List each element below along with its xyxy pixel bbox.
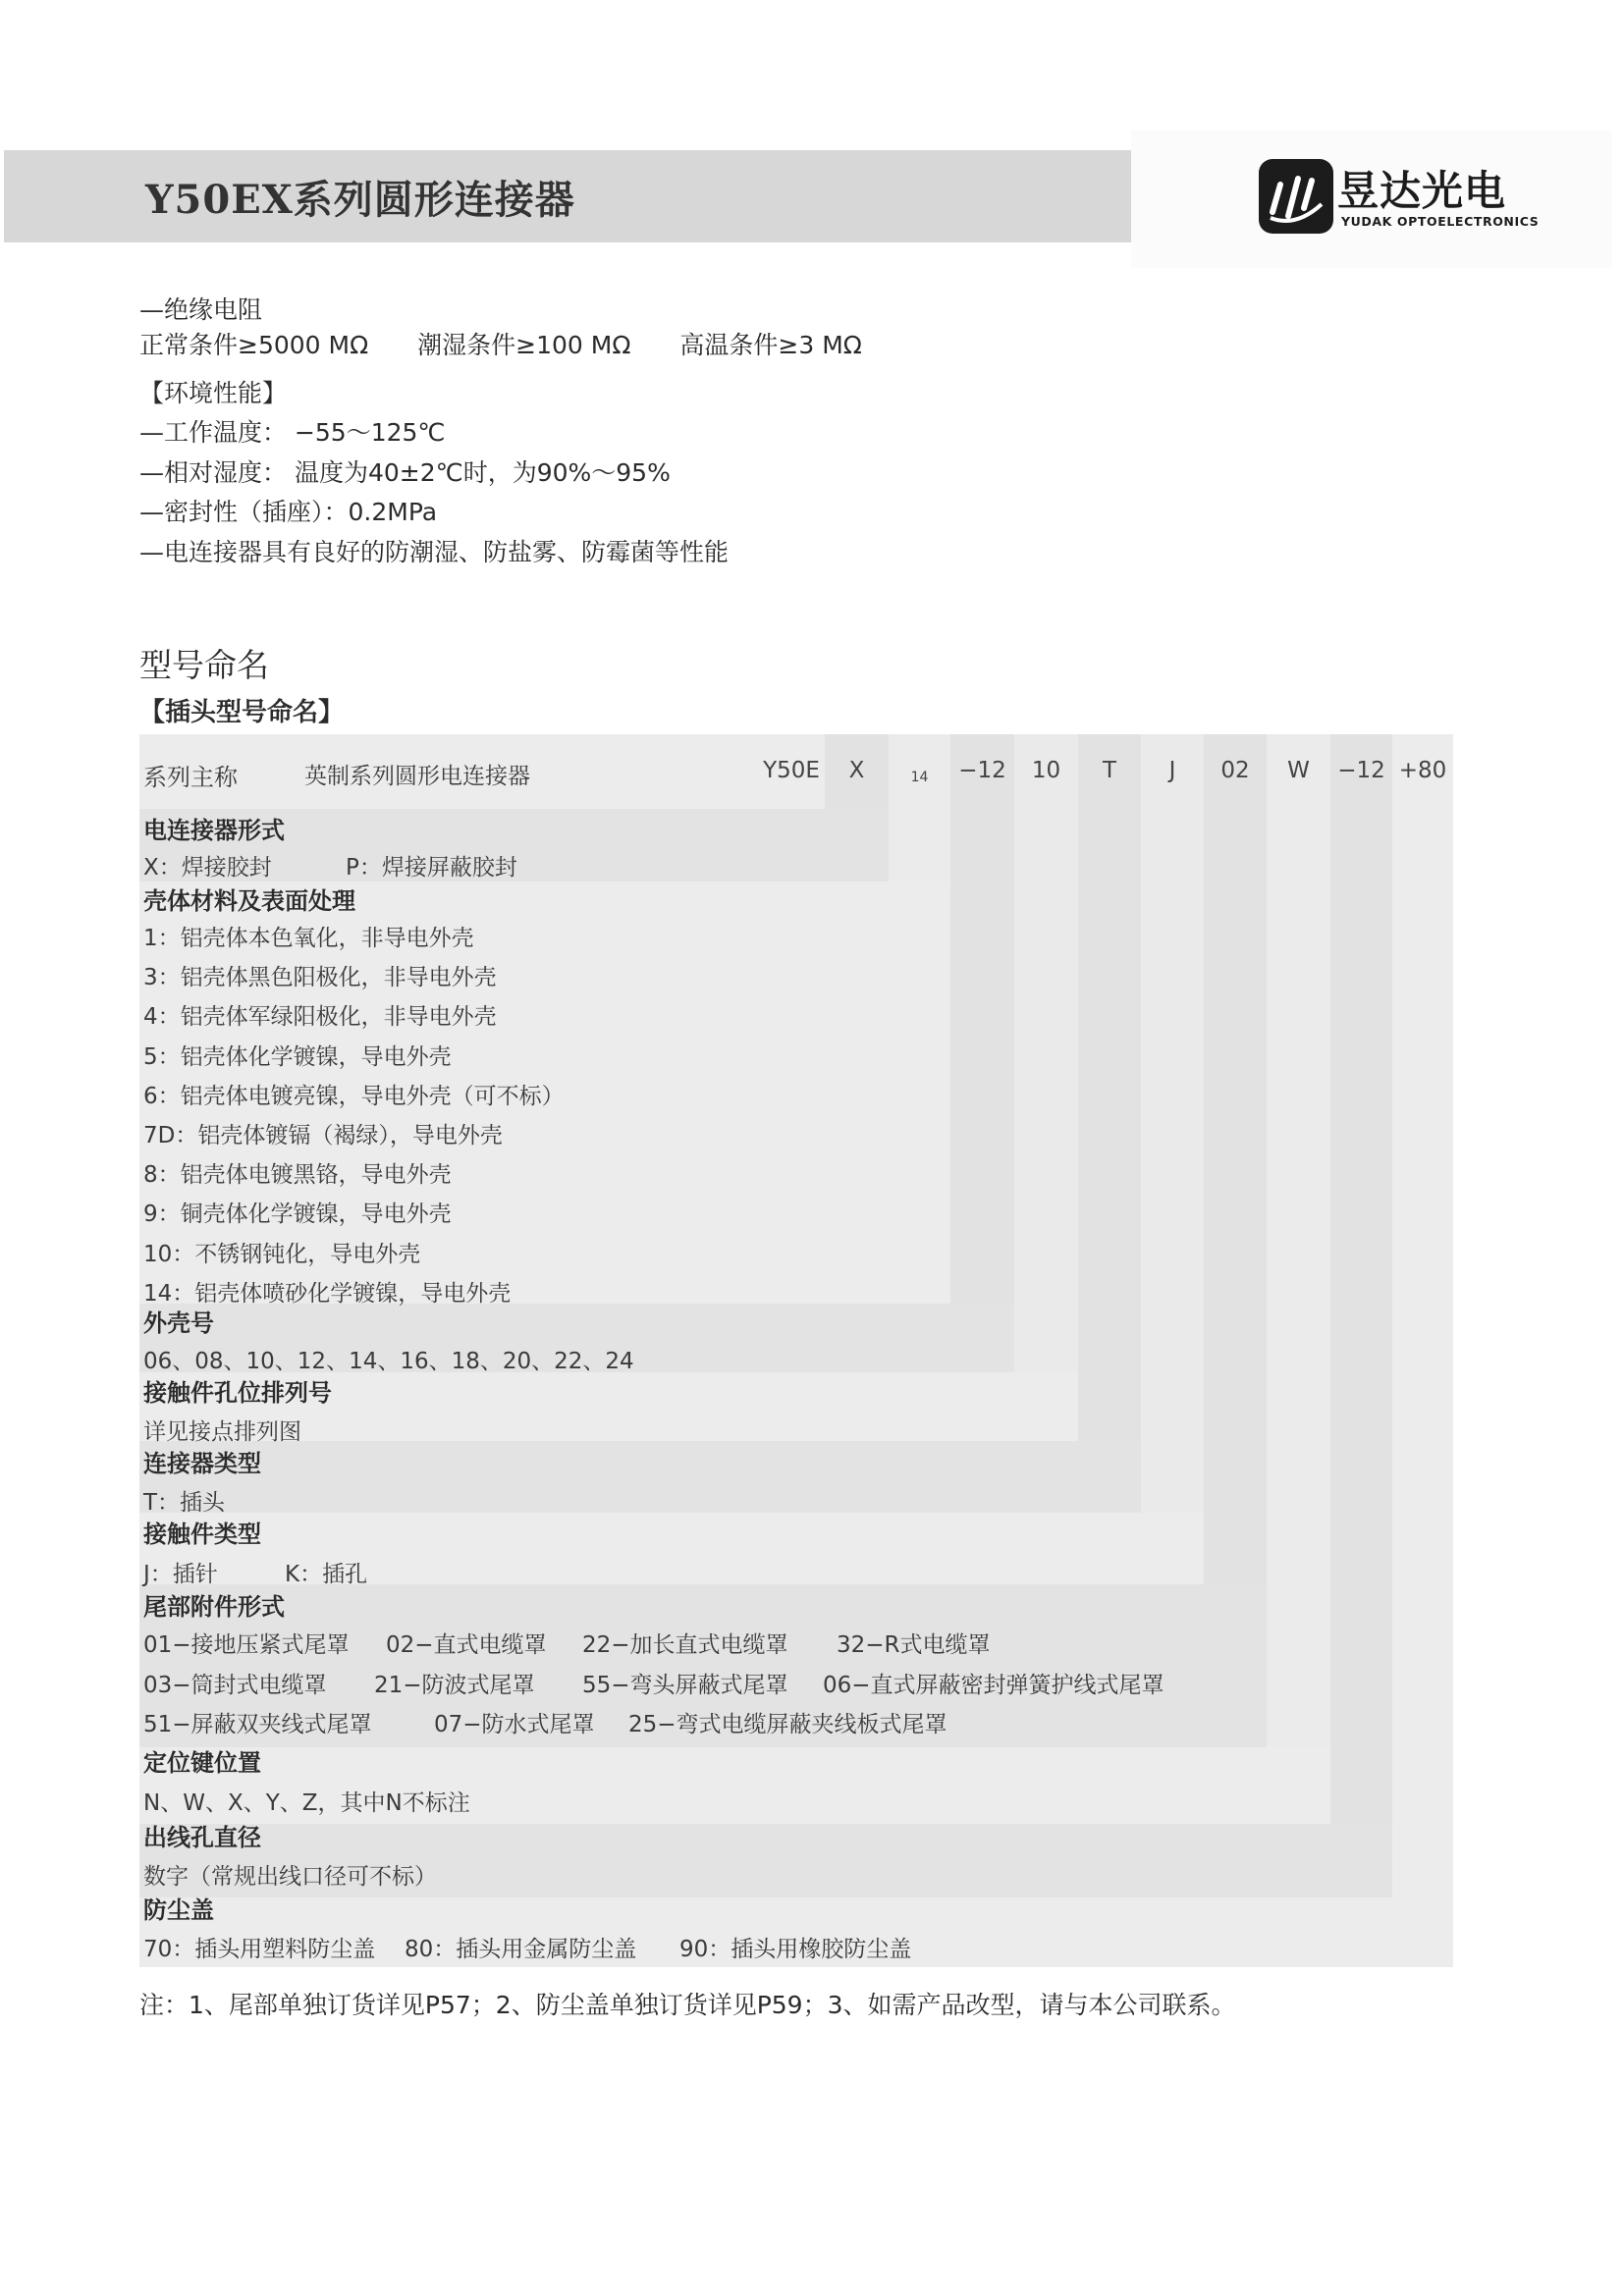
code-shell: −12 [958,758,1006,783]
option-text: 14：铝壳体喷砂化学镀镍，导电外壳 [143,1281,512,1307]
option-text: 03−筒封式电缆罩 [143,1673,327,1698]
group-label: 连接器类型 [143,1450,261,1477]
group-label: 出线孔直径 [143,1824,261,1851]
section-title: 型号命名 [139,646,269,684]
option-text: J：插针 [143,1562,218,1587]
band-arrangement [1014,734,1078,1441]
option-text: 9：铜壳体化学镀镍，导电外壳 [143,1201,452,1227]
series-label: 系列主称 [143,764,238,791]
option-text: 51−屏蔽双夹线式尾罩 [143,1712,372,1737]
code-type: T [1102,758,1117,783]
band-dust [1392,734,1453,1967]
option-text: 8：铝壳体电镀黑铬，导电外壳 [143,1162,452,1188]
option-text: N、W、X、Y、Z，其中N不标注 [143,1790,470,1816]
option-text: 数字（常规出线口径可不标） [143,1864,437,1890]
code-tail: 02 [1220,758,1250,783]
group-label: 防尘盖 [143,1896,214,1924]
group-label: 尾部附件形式 [143,1593,285,1621]
code-dust: +80 [1398,758,1447,783]
insulation-humid: 潮湿条件≥100 MΩ [417,331,631,359]
option-text: 32−R式电缆罩 [837,1632,991,1658]
band-type [1078,734,1141,1513]
option-text: 25−弯式电缆屏蔽夹线板式尾罩 [628,1712,947,1737]
option-text: 70：插头用塑料防尘盖 [143,1937,376,1962]
option-text: 06−直式屏蔽密封弹簧护线式尾罩 [823,1673,1164,1698]
band-diameter [1330,734,1392,1897]
option-text: 07−防水式尾罩 [434,1712,595,1737]
option-text: T：插头 [143,1490,226,1516]
footnote: 注：1、尾部单独订货详见P57；2、防尘盖单独订货详见P59；3、如需产品改型，请与本公司联系。 [139,1991,1236,2019]
option-text: 21−防波式尾罩 [374,1673,535,1698]
row-type [139,1441,1141,1513]
band-key [1267,734,1330,1824]
option-text: 90：插头用橡胶防尘盖 [679,1937,912,1962]
env-line: —工作温度： −55～125℃ [139,418,446,447]
option-text: P：焊接屏蔽胶封 [346,855,517,881]
band-shell [950,734,1014,1372]
page-title: Y50EX系列圆形连接器 [145,177,575,223]
code-material: 14 [910,770,929,785]
option-text: K：插孔 [285,1562,368,1587]
sub-title: 【插头型号命名】 [139,698,345,727]
code-form: X [848,758,865,783]
option-text: 06、08、10、12、14、16、18、20、22、24 [143,1349,634,1374]
code-arrangement: 10 [1031,758,1061,783]
option-text: 5：铝壳体化学镀镍，导电外壳 [143,1044,452,1070]
option-text: 4：铝壳体军绿阳极化，非导电外壳 [143,1004,497,1030]
option-text: 7D：铝壳体镀镉（褐绿），导电外壳 [143,1123,503,1148]
option-text: 6：铝壳体电镀亮镍，导电外壳（可不标） [143,1084,565,1109]
option-text: 详见接点排列图 [143,1419,301,1445]
env-line: —相对湿度： 温度为40±2℃时，为90%～95% [139,458,671,487]
code-series: Y50E [763,758,820,783]
group-label: 外壳号 [143,1309,214,1337]
option-text: 10：不锈钢钝化，导电外壳 [143,1242,421,1267]
option-text: 3：铝壳体黑色阳极化，非导电外壳 [143,965,497,990]
code-key: W [1287,758,1310,783]
code-diameter: −12 [1337,758,1385,783]
insulation-title: —绝缘电阻 [139,295,263,324]
option-text: 55−弯头屏蔽式尾罩 [582,1673,788,1698]
env-line: —密封性（插座）：0.2MPa [139,498,438,526]
brand-name-en: YUDAK OPTOELECTRONICS [1341,214,1540,229]
insulation-normal: 正常条件≥5000 MΩ [139,331,369,359]
group-label: 电连接器形式 [143,817,285,844]
option-text: 22−加长直式电缆罩 [582,1632,788,1658]
option-text: 1：铝壳体本色氧化，非导电外壳 [143,926,474,951]
group-label: 接触件类型 [143,1521,261,1548]
group-label: 定位键位置 [143,1749,261,1777]
brand-logo-icon [1259,159,1333,234]
option-text: 80：插头用金属防尘盖 [405,1937,637,1962]
group-label: 壳体材料及表面处理 [143,887,355,915]
code-contact: J [1168,758,1176,783]
option-text: 02−直式电缆罩 [386,1632,547,1658]
option-text: 01−接地压紧式尾罩 [143,1632,350,1658]
series-desc: 英制系列圆形电连接器 [304,764,530,789]
band-contact [1141,734,1204,1584]
group-label: 接触件孔位排列号 [143,1379,332,1407]
env-line: —电连接器具有良好的防潮湿、防盐雾、防霉菌等性能 [139,538,730,566]
brand-name-cn: 昱达光电 [1337,167,1507,215]
insulation-values [139,326,862,361]
env-title: 【环境性能】 [139,379,288,407]
option-text: X：焊接胶封 [143,855,272,881]
insulation-hot: 高温条件≥3 MΩ [679,331,862,359]
